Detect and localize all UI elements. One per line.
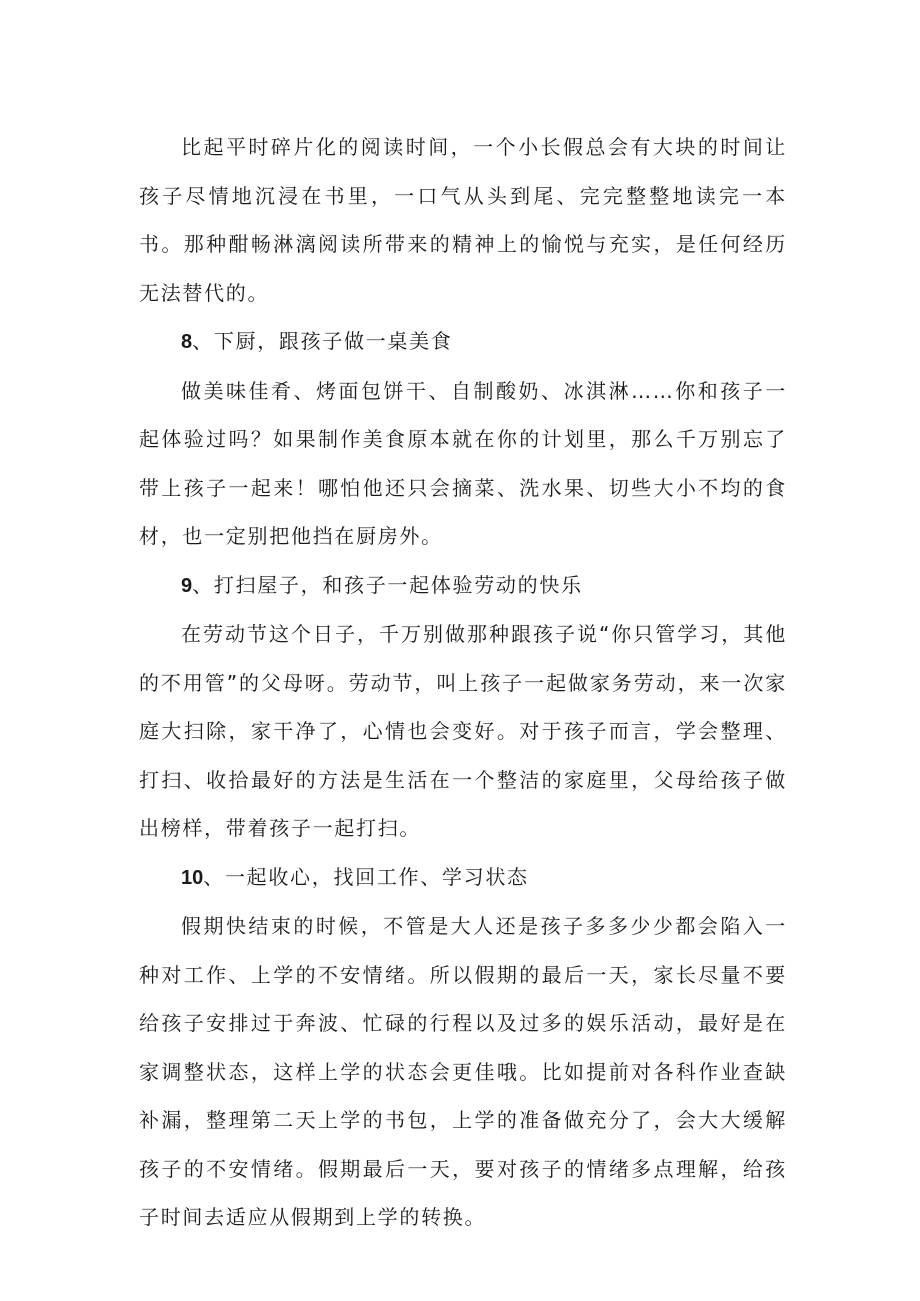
section-title-8: 、下厨，跟孩子做一桌美食 xyxy=(192,329,453,353)
section-body-9: 在劳动节这个日子，千万别做那种跟孩子说“你只管学习，其他的不用管”的父母呀。劳动节，叫上孩子一起做家务劳动，来一次家庭大扫除，家干净了，心情也会变好。对于孩子而言，学会整理、打扫、收拾最好的方法是生活在一个整洁的家庭里，父母给孩子做出榜样，带着孩子一起打扫。 xyxy=(139,622,787,840)
section-heading-10 xyxy=(139,853,787,903)
section-number-10: 10 xyxy=(181,866,204,889)
paragraph-reading: 比起平时碎片化的阅读时间，一个小长假总会有大块的时间让孩子尽情地沉浸在书里，一口气从头到尾、完完整整地读完一本书。那种酣畅淋漓阅读所带来的精神上的愉悦与充实，是任何经历无法替代的。 xyxy=(139,135,787,305)
section-title-9: 、打扫屋子，和孩子一起体验劳动的快乐 xyxy=(192,572,583,597)
section-heading-8 xyxy=(139,317,787,367)
section-body-8: 做美味佳肴、烤面包饼干、自制酸奶、冰淇淋……你和孩子一起体验过吗？如果制作美食原本就在你的计划里，那么千万别忘了带上孩子一起来！哪怕他还只会摘菜、洗水果、切些大小不均的食材，也一定别把他挡在厨房外。 xyxy=(139,378,787,548)
section-heading-9 xyxy=(139,561,787,611)
section-title-10: 、一起收心，找回工作、学习状态 xyxy=(203,864,529,889)
document-body xyxy=(139,123,787,1242)
section-number-8: 8 xyxy=(181,331,193,353)
section-body-10: 假期快结束的时候，不管是大人还是孩子多多少少都会陷入一种对工作、上学的不安情绪。所以假期的最后一天，家长尽量不要给孩子安排过于奔波、忙碌的行程以及过多的娱乐活动，最好是在家调整状态，这样上学的状态会更佳哦。比如提前对各科作业查缺补漏，整理第二天上学的书包，上学的准备做充分了，会大大缓解孩子的不安情绪。假期最后一天，要对孩子的情绪多点理解，给孩子时间去适应从假期到上学的转换。 xyxy=(139,914,787,1229)
section-number-9: 9 xyxy=(181,574,193,597)
